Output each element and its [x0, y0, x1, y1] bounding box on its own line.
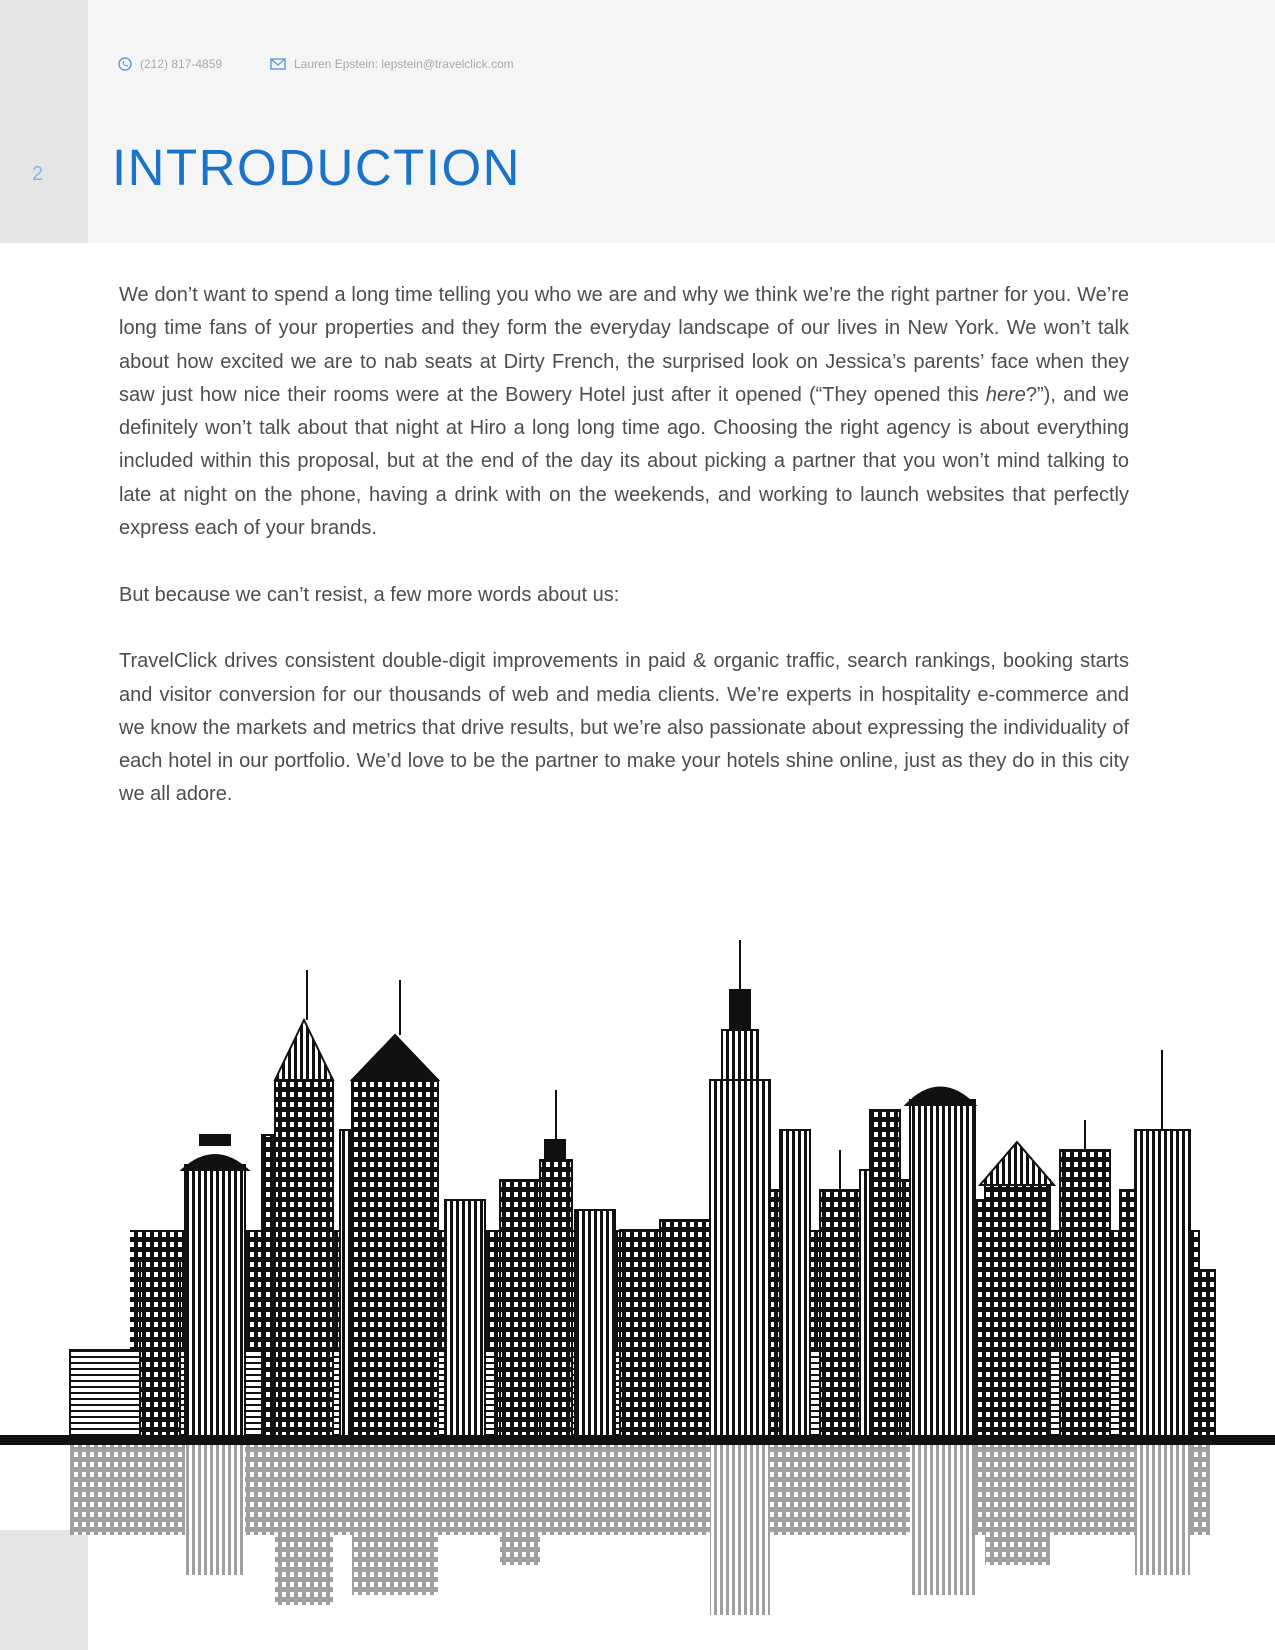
paragraph-1-emphasis: here — [985, 383, 1026, 406]
contact-email[interactable] — [270, 54, 514, 74]
paragraph-3: TravelClick drives consistent double-digit improvements in paid & organic traffic, search rankings, booking starts and visitor conversion for our thousands of web and media clients. We’re experts in hospitality e-commerce and we know the markets and metrics that drive results, but we’re also passionate about expressing the individuality of each hotel in our portfolio. We’d love to be the partner to make your hotels shine online, just as they do in this city we all adore. — [119, 650, 1129, 806]
phone-icon — [118, 57, 132, 71]
header-band — [0, 0, 1275, 243]
paragraph-1-part-2: ?”), and we definitely won’t talk about that night at Hiro a long long time ago. Choosing the right agency is about everything included within this proposal, but at the end of the day its about picking a partner that you won’t mind talking to late at night on the phone, having a drink with on the weekends, and working to launch websites that perfectly express each of your brands. — [119, 383, 1130, 540]
page-title: INTRODUCTION — [112, 139, 521, 196]
body-text — [119, 279, 1129, 845]
side-tab — [0, 0, 88, 243]
paragraph-1 — [119, 279, 1129, 545]
phone-number: (212) 817-4859 — [140, 57, 223, 71]
contact-phone[interactable] — [118, 54, 222, 74]
email-line: Lauren Epstein: lepstein@travelclick.com — [294, 57, 514, 71]
paragraph-2: But because we can’t resist, a few more words about us: — [119, 583, 620, 606]
page-number: 2 — [32, 163, 44, 185]
envelope-icon — [270, 58, 286, 70]
paragraph-1-part-1: We don’t want to spend a long time telling you who we are and why we think we’re the right partner for you. We’re long time fans of your properties and they form the everyday landscape of our lives in New York. We won’t talk about how excited we are to nab seats at Dirty French, the surprised look on Jessica’s parents’ face when they saw just how nice their rooms were at the Bowery Hotel just after it opened (“They opened this — [119, 284, 1129, 406]
city-skyline-icon — [0, 930, 1275, 1650]
